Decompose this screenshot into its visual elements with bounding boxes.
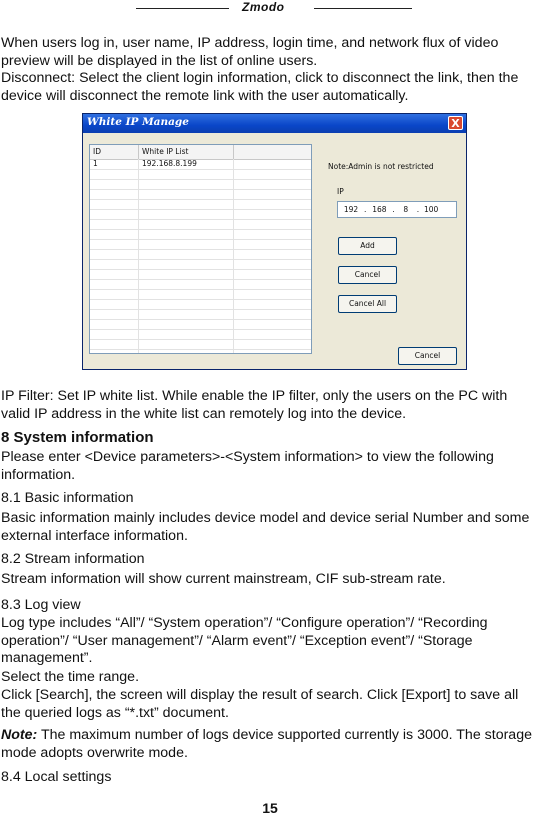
- cancel-entry-button[interactable]: Cancel: [338, 266, 397, 284]
- heading-basic-information: 8.1 Basic information: [1, 490, 134, 506]
- note-label: Note:: [1, 727, 38, 743]
- ip-label: IP: [337, 187, 344, 196]
- ip-octet-2[interactable]: 168: [372, 205, 387, 214]
- empty-list-row: [90, 349, 311, 354]
- dialog-title: White IP Manage: [87, 116, 189, 128]
- cancel-button[interactable]: Cancel: [398, 347, 457, 365]
- page-number: 15: [262, 800, 278, 816]
- paragraph-enter-parameters: Please enter <Device parameters>-<System information> to view the following information.: [1, 449, 494, 483]
- row-ip: 192.168.8.199: [139, 159, 234, 169]
- paragraph-search-export: Click [Search], the screen will display the result of search. Click [Export] to save all the queried logs as “*.txt” document.: [1, 687, 519, 721]
- header-rule-right: [314, 8, 412, 9]
- header-rule-left: [136, 8, 229, 9]
- paragraph-online-users: When users log in, user name, IP address, login time, and network flux of video preview will be displayed in the list of online users.: [1, 35, 499, 69]
- close-icon[interactable]: X: [448, 116, 463, 130]
- heading-log-view: 8.3 Log view: [1, 597, 81, 613]
- note-text: The maximum number of logs device supported currently is 3000. The storage mode adopts overwrite mode.: [1, 727, 532, 761]
- cancel-all-button[interactable]: Cancel All: [338, 295, 397, 313]
- list-header: [90, 145, 311, 160]
- paragraph-basic-information: Basic information mainly includes device model and device serial Number and some external interface information.: [1, 510, 530, 544]
- column-header-white-ip[interactable]: White IP List: [139, 145, 234, 159]
- heading-stream-information: 8.2 Stream information: [1, 551, 145, 567]
- white-ip-list[interactable]: [89, 144, 312, 354]
- ip-octet-3[interactable]: 8: [403, 205, 409, 214]
- paragraph-time-range: Select the time range.: [1, 669, 140, 685]
- ip-octet-1[interactable]: 192: [343, 205, 359, 214]
- paragraph-stream-information: Stream information will show current mainstream, CIF sub-stream rate.: [1, 571, 446, 587]
- paragraph-log-types: Log type includes “All”/ “System operation”/ “Configure operation”/ “Recording operation”/ “User management”/ “Alarm event”/ “Exception event”/ “Storage management”.: [1, 615, 488, 666]
- paragraph-note: [1, 727, 539, 762]
- column-header-id[interactable]: ID: [90, 145, 139, 159]
- paragraph-ip-filter: IP Filter: Set IP white list. While enable the IP filter, only the users on the PC with valid IP address in the white list can remotely log into the device.: [1, 388, 508, 422]
- ip-octet-4[interactable]: 100: [424, 205, 439, 214]
- add-button[interactable]: Add: [338, 237, 397, 255]
- heading-system-information: 8 System information: [1, 429, 154, 446]
- dialog-titlebar: [83, 114, 466, 133]
- row-id: 1: [90, 159, 139, 169]
- admin-note: Note:Admin is not restricted: [328, 162, 434, 171]
- white-ip-manage-dialog: [82, 113, 467, 370]
- heading-local-settings: 8.4 Local settings: [1, 769, 112, 785]
- paragraph-disconnect: Disconnect: Select the client login information, click to disconnect the link, then the device will disconnect the remote link with the user automatically.: [1, 70, 519, 104]
- brand-logo: Zmodo: [242, 0, 285, 14]
- ip-address-input[interactable]: 192 . 168 . 8 . 100: [337, 201, 457, 218]
